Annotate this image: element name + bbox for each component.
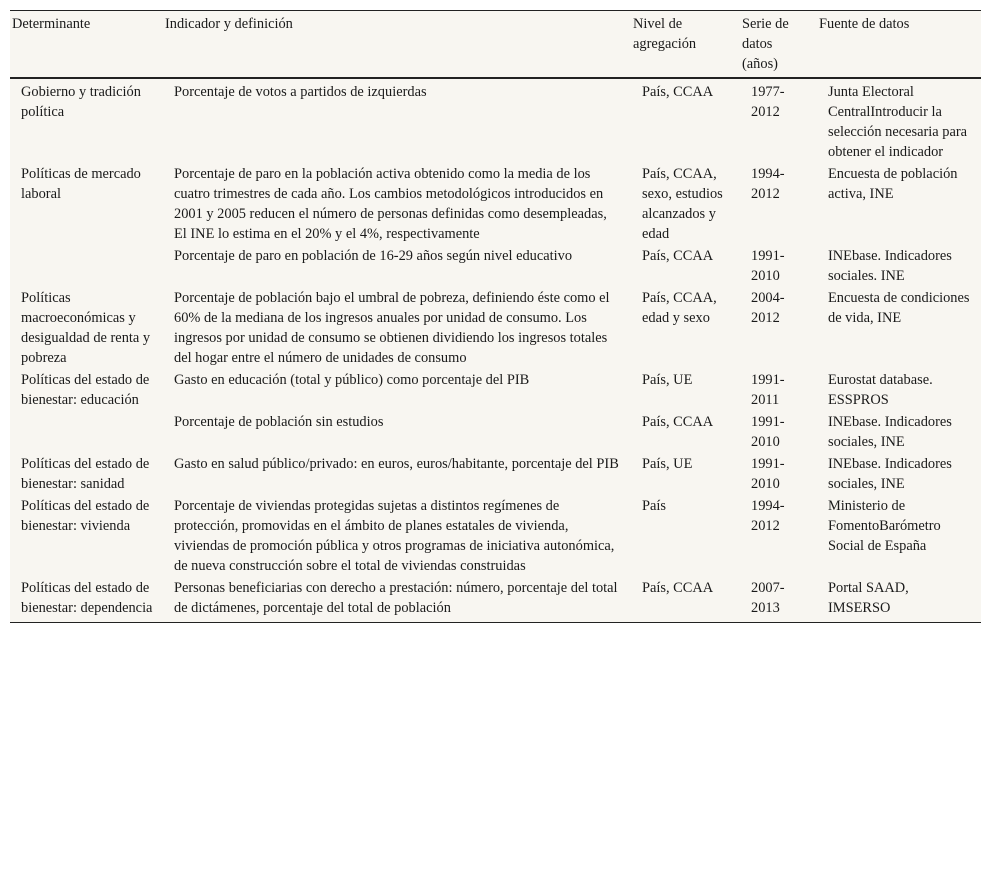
cell-nivel: País, CCAA, edad y sexo (642, 290, 717, 326)
table-row (10, 577, 981, 622)
cell-determinante (10, 245, 163, 287)
cell-fuente: Junta Electoral CentralIntroducir la selección necesaria para obtener el indicador (828, 84, 968, 160)
cell-fuente: Portal SAAD, IMSERSO (828, 580, 909, 616)
cell-determinante: Políticas del estado de bienestar: vivienda (21, 498, 150, 534)
cell-fuente: INEbase. Indicadores sociales. INE (828, 248, 952, 284)
header-indicador: Indicador y definición (163, 11, 631, 78)
cell-nivel: País, CCAA, sexo, estudios alcanzados y edad (642, 166, 723, 242)
cell-fuente: INEbase. Indicadores sociales, INE (828, 456, 952, 492)
cell-serie: 2004-2012 (751, 290, 785, 326)
cell-indicador: Gasto en salud público/privado: en euros, euros/habitante, porcentaje del PIB (174, 456, 619, 472)
cell-fuente: Eurostat database. ESSPROS (828, 372, 933, 408)
cell-serie: 2007-2013 (751, 580, 785, 616)
indicators-table (10, 11, 981, 622)
table-header (10, 11, 981, 78)
cell-determinante: Políticas del estado de bienestar: educación (21, 372, 150, 408)
cell-serie: 1991-2010 (751, 456, 785, 492)
cell-serie: 1991-2011 (751, 372, 785, 408)
table-row (10, 495, 981, 577)
cell-determinante: Políticas del estado de bienestar: dependencia (21, 580, 153, 616)
cell-fuente: Ministerio de FomentoBarómetro Social de España (828, 498, 941, 554)
cell-serie: 1994-2012 (751, 166, 785, 202)
table-row (10, 453, 981, 495)
cell-nivel: País (642, 498, 666, 514)
indicators-table-container (10, 10, 981, 623)
cell-indicador: Porcentaje de paro en la población activa obtenido como la media de los cuatro trimestres de cada año. Los cambios metodológicos introducidos en 2001 y 2005 reducen el número de personas definidas como desempleadas, El INE lo estima en el 20% y el 4%, respectivamente (174, 166, 607, 242)
table-body (10, 78, 981, 622)
cell-indicador: Personas beneficiarias con derecho a prestación: número, porcentaje del total de dictámenes, porcentaje del total de población (174, 580, 618, 616)
cell-indicador: Porcentaje de población sin estudios (174, 414, 384, 430)
header-row (10, 11, 981, 78)
cell-indicador: Porcentaje de paro en población de 16-29 años según nivel educativo (174, 248, 573, 264)
cell-indicador: Porcentaje de viviendas protegidas sujetas a distintos regímenes de protección, promovidas en el ámbito de planes estatales de vivienda, viviendas de promoción pública y otros programas de iniciativa autonómica, de nueva construcción sobre el total de viviendas construidas (174, 498, 615, 574)
header-fuente: Fuente de datos (817, 11, 981, 78)
cell-serie: 1991-2010 (751, 414, 785, 450)
cell-nivel: País, UE (642, 372, 693, 388)
table-row (10, 369, 981, 411)
cell-fuente: Encuesta de población activa, INE (828, 166, 958, 202)
cell-nivel: País, CCAA (642, 248, 714, 264)
cell-fuente: Encuesta de condiciones de vida, INE (828, 290, 970, 326)
cell-nivel: País, CCAA (642, 580, 714, 596)
cell-determinante: Políticas macroeconómicas y desigualdad de renta y pobreza (21, 290, 151, 366)
cell-determinante: Políticas de mercado laboral (21, 166, 141, 202)
cell-nivel: País, CCAA (642, 84, 714, 100)
table-row (10, 411, 981, 453)
header-determinante: Determinante (10, 11, 163, 78)
cell-determinante (10, 411, 163, 453)
cell-indicador: Porcentaje de población bajo el umbral de pobreza, definiendo éste como el 60% de la mediana de los ingresos anuales por unidad de consumo. Los ingresos por unidad de consumo se obtienen dividiendo los ingresos totales del hogar entre el número de unidades de consumo (174, 290, 610, 366)
header-nivel: Nivel de agregación (631, 11, 740, 78)
table-row (10, 78, 981, 163)
cell-indicador: Gasto en educación (total y público) como porcentaje del PIB (174, 372, 530, 388)
cell-nivel: País, UE (642, 456, 693, 472)
cell-determinante: Políticas del estado de bienestar: sanidad (21, 456, 150, 492)
cell-nivel: País, CCAA (642, 414, 714, 430)
cell-indicador: Porcentaje de votos a partidos de izquierdas (174, 84, 427, 100)
cell-determinante: Gobierno y tradición política (21, 84, 141, 120)
cell-serie: 1991-2010 (751, 248, 785, 284)
cell-serie: 1977-2012 (751, 84, 785, 120)
cell-fuente: INEbase. Indicadores sociales, INE (828, 414, 952, 450)
header-serie: Serie de datos (años) (740, 11, 817, 78)
table-row (10, 163, 981, 245)
cell-serie: 1994-2012 (751, 498, 785, 534)
table-row (10, 287, 981, 369)
table-row (10, 245, 981, 287)
